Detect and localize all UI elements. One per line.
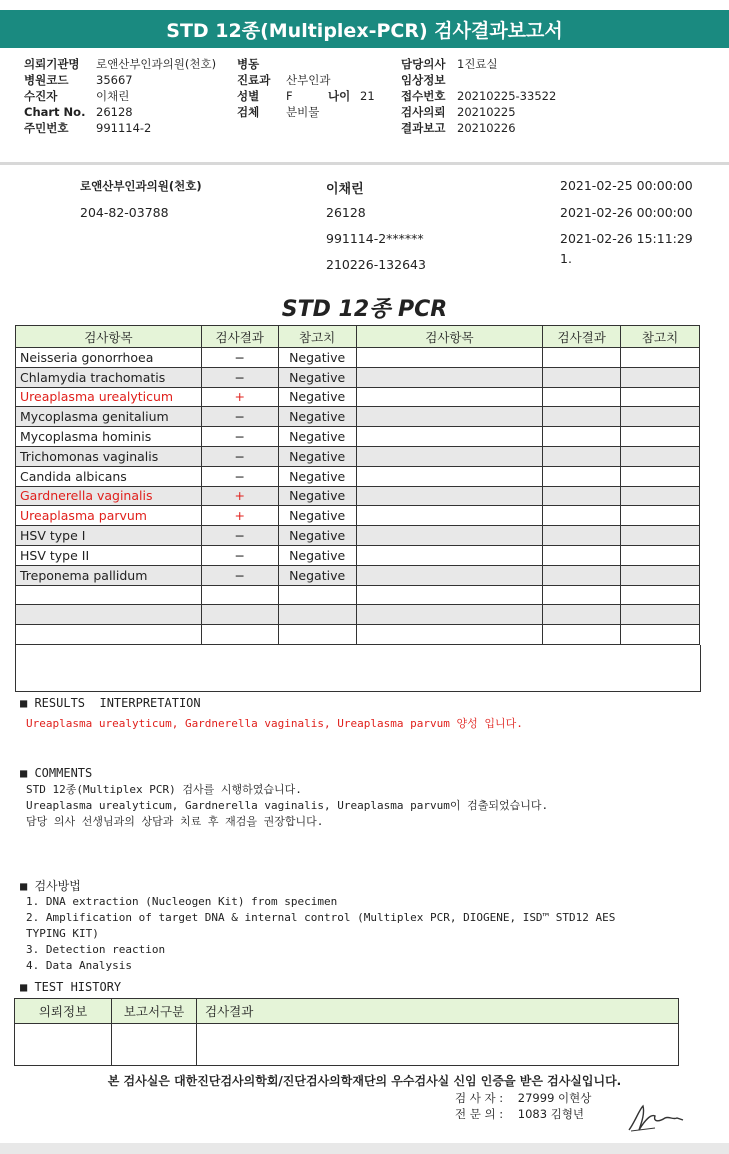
table-row (16, 605, 700, 625)
test-result: + (201, 506, 278, 526)
info-col2: 병동 진료과 산부인과 성별 F 나이 21 검체 분비물 (237, 57, 375, 119)
test-result: + (201, 387, 278, 407)
table-row (16, 348, 700, 368)
reference-value: Negative (278, 348, 356, 368)
test-item: Chlamydia trachomatis (16, 367, 202, 387)
test-item: Ureaplasma urealyticum (16, 387, 202, 407)
report-title: STD 12종(Multiplex-PCR) 검사결과보고서 (0, 10, 729, 48)
reference-value: Negative (278, 506, 356, 526)
col-header: 검사결과 (543, 326, 621, 348)
table-row (16, 466, 700, 486)
test-result: − (201, 446, 278, 466)
date-1: 2021-02-25 00:00:00 (560, 178, 693, 193)
date-2: 2021-02-26 00:00:00 (560, 205, 693, 220)
col-header: 검사항목 (356, 326, 543, 348)
test-item: Candida albicans (16, 466, 202, 486)
reference-value: Negative (278, 387, 356, 407)
rrn: 991114-2****** (326, 231, 424, 246)
history-row (15, 1024, 679, 1066)
test-item: Treponema pallidum (16, 565, 202, 585)
bottom-bar (0, 1143, 729, 1154)
table-empty-box (15, 645, 701, 692)
table-row (16, 625, 700, 645)
table-row (16, 407, 700, 427)
reference-value: Negative (278, 427, 356, 447)
table-row (16, 427, 700, 447)
reference-value: Negative (278, 407, 356, 427)
results-table (15, 325, 700, 645)
certification-text: 본 검사실은 대한진단검사의학회/진단검사의학재단의 우수검사실 신임 인증을 받은 검사실입니다. (107, 1074, 622, 1088)
table-row (16, 585, 700, 605)
comments-block: STD 12종(Multiplex PCR) 검사를 시행하였습니다. Ureaplasma urealyticum, Gardnerella vaginalis, Ureaplasma parvum이 검출되었습니다. 담당 의사 선생님과의 상담과 치료 후 재검을 권장합니다. (26, 783, 549, 828)
table-row (16, 526, 700, 546)
col-header: 참고치 (278, 326, 356, 348)
reference-value: Negative (278, 545, 356, 565)
test-result: − (201, 466, 278, 486)
test-result: − (201, 348, 278, 368)
table-row (16, 387, 700, 407)
col-header: 검사항목 (16, 326, 202, 348)
history-table (14, 998, 679, 1066)
method-block: 1. DNA extraction (Nucleogen Kit) from specimen 2. Amplification of target DNA & internal control (Multiplex PCR, DIOGENE, ISD™ STD12 AES TYPING KIT) 3. Detection reaction 4. Data Analysis (26, 895, 616, 972)
comments-heading: ■ COMMENTS (20, 766, 93, 780)
signature-icon (625, 1100, 687, 1134)
test-item: Ureaplasma parvum (16, 506, 202, 526)
test-result: − (201, 526, 278, 546)
clinic-name: 로앤산부인과의원(천호) (80, 179, 202, 193)
table-row (16, 545, 700, 565)
table-header-row (16, 326, 700, 348)
sample-number: 210226-132643 (326, 257, 426, 272)
info-col3: 담당의사 1진료실 임상정보 접수번호 20210225-33522 검사의뢰 20210225 결과보고 20210226 (401, 57, 557, 135)
table-row (16, 446, 700, 466)
tester: 검 사 자 : 27999 이현상 (455, 1091, 592, 1105)
test-result: − (201, 407, 278, 427)
interpretation-text: Ureaplasma urealyticum, Gardnerella vaginalis, Ureaplasma parvum 양성 입니다. (26, 717, 523, 730)
col-header: 참고치 (621, 326, 700, 348)
info-col1: 의뢰기관명 로앤산부인과의원(천호) 병원코드 35667 수진자 이채린 Chart No. 26128 주민번호 991114-2 (24, 57, 217, 135)
test-item: Gardnerella vaginalis (16, 486, 202, 506)
date-3: 2021-02-26 15:11:29 (560, 231, 693, 246)
test-result: + (201, 486, 278, 506)
reference-value: Negative (278, 565, 356, 585)
reference-value: Negative (278, 367, 356, 387)
table-row (16, 367, 700, 387)
chart-title: STD 12종 PCR (281, 297, 448, 322)
reference-value: Negative (278, 446, 356, 466)
chart-number: 26128 (326, 205, 366, 220)
specialist: 전 문 의 : 1083 김형년 (455, 1107, 585, 1121)
divider (0, 162, 729, 165)
reference-value: Negative (278, 486, 356, 506)
patient-name: 이채린 (326, 182, 364, 197)
col-header: 검사결과 (201, 326, 278, 348)
method-heading: ■ 검사방법 (20, 879, 81, 893)
interpretation-heading: ■ RESULTS INTERPRETATION (20, 696, 201, 710)
table-row (16, 506, 700, 526)
test-item: Neisseria gonorrhoea (16, 348, 202, 368)
test-result: − (201, 367, 278, 387)
test-item: Mycoplasma hominis (16, 427, 202, 447)
test-item: Mycoplasma genitalium (16, 407, 202, 427)
reference-value: Negative (278, 526, 356, 546)
test-item: HSV type II (16, 545, 202, 565)
test-item: Trichomonas vaginalis (16, 446, 202, 466)
test-result: − (201, 545, 278, 565)
table-row (16, 565, 700, 585)
test-item: HSV type I (16, 526, 202, 546)
history-heading: ■ TEST HISTORY (20, 980, 122, 994)
page-number: 1. (560, 251, 572, 266)
business-number: 204-82-03788 (80, 205, 169, 220)
test-result: − (201, 427, 278, 447)
reference-value: Negative (278, 466, 356, 486)
table-row (16, 486, 700, 506)
history-header-row: 의뢰정보 보고서구분 검사결과 (15, 999, 679, 1024)
test-result: − (201, 565, 278, 585)
